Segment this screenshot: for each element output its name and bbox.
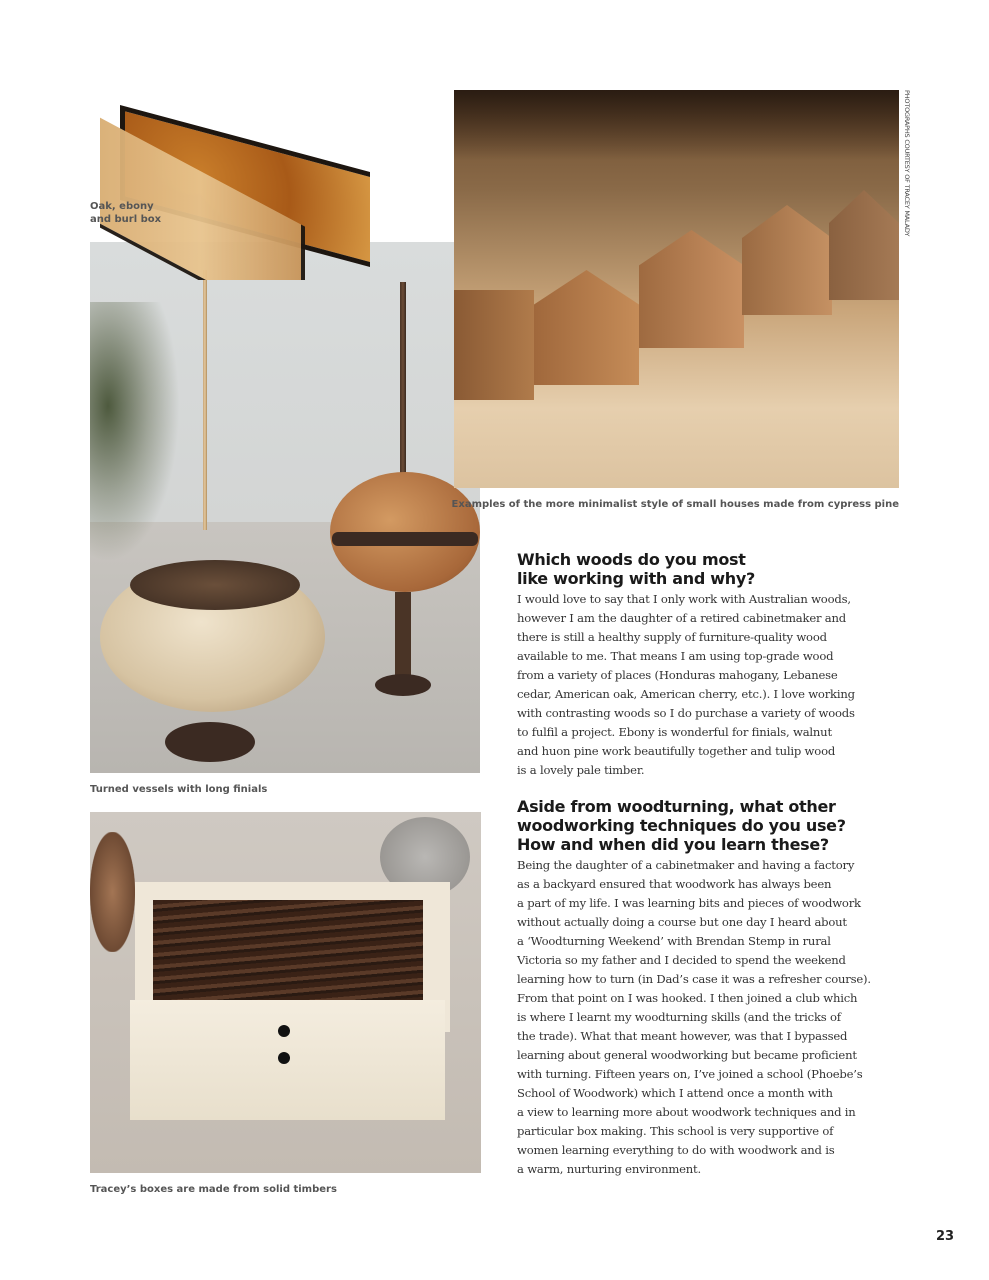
section-heading-woods: Which woods do you most like working with and why?: [517, 550, 755, 588]
text-line: learning about general woodworking but became proficient: [517, 1048, 857, 1062]
turned-vessels-photo: [90, 242, 480, 773]
vessels-caption: Turned vessels with long finials: [90, 784, 268, 795]
text-line: and huon pine work beautifully together and tulip wood: [517, 744, 836, 758]
text-line: however I am the daughter of a retired cabinetmaker and: [517, 611, 847, 625]
boxes-caption: Tracey’s boxes are made from solid timbers: [90, 1184, 337, 1195]
text-line: with contrasting woods so I do purchase a variety of woods: [517, 706, 855, 720]
text-line: there is still a healthy supply of furniture-quality wood: [517, 630, 827, 644]
text-line: is a lovely pale timber.: [517, 763, 645, 777]
solid-timber-box-photo: [90, 812, 481, 1173]
text-line: available to me. That means I am using top-grade wood: [517, 649, 834, 663]
text-line: without actually doing a course but one day I heard about: [517, 915, 847, 929]
houses-caption: Examples of the more minimalist style of small houses made from cypress pine: [451, 499, 899, 510]
section-body-woods: [517, 590, 855, 780]
section-body-techniques: [517, 856, 871, 1179]
text-line: a view to learning more about woodwork techniques and in: [517, 1105, 856, 1119]
text-line: to fulfil a project. Ebony is wonderful for finials, walnut: [517, 725, 832, 739]
text-line: Being the daughter of a cabinetmaker and having a factory: [517, 858, 855, 872]
text-line: learning how to turn (in Dad’s case it was a refresher course).: [517, 972, 871, 986]
section-heading-techniques: Aside from woodturning, what other woodworking techniques do you use? How and when did you learn these?: [517, 797, 846, 854]
text-line: cedar, American oak, American cherry, etc.). I love working: [517, 687, 855, 701]
text-line: as a backyard ensured that woodwork has always been: [517, 877, 832, 891]
text-line: a part of my life. I was learning bits and pieces of woodwork: [517, 896, 861, 910]
page-number: 23: [936, 1229, 955, 1244]
text-line: with turning. Fifteen years on, I’ve joined a school (Phoebe’s: [517, 1067, 863, 1081]
burl-box-caption: Oak, ebony and burl box: [90, 201, 162, 225]
burl-box-photo: [100, 95, 370, 280]
photo-credit: PHOTOGRAPHS COURTESY OF TRACEY MALADY: [903, 90, 911, 237]
text-line: from a variety of places (Honduras mahogany, Lebanese: [517, 668, 838, 682]
text-line: School of Woodwork) which I attend once a month with: [517, 1086, 833, 1100]
text-line: the trade). What that meant however, was that I bypassed: [517, 1029, 848, 1043]
text-line: From that point on I was hooked. I then joined a club which: [517, 991, 858, 1005]
text-line: particular box making. This school is very supportive of: [517, 1124, 834, 1138]
text-line: women learning everything to do with woodwork and is: [517, 1143, 835, 1157]
small-houses-photo: [454, 90, 899, 488]
text-line: a ‘Woodturning Weekend’ with Brendan Stemp in rural: [517, 934, 831, 948]
text-line: I would love to say that I only work with Australian woods,: [517, 592, 851, 606]
text-line: is where I learnt my woodturning skills (and the tricks of: [517, 1010, 841, 1024]
text-line: a warm, nurturing environment.: [517, 1162, 702, 1176]
text-line: Victoria so my father and I decided to spend the weekend: [517, 953, 846, 967]
